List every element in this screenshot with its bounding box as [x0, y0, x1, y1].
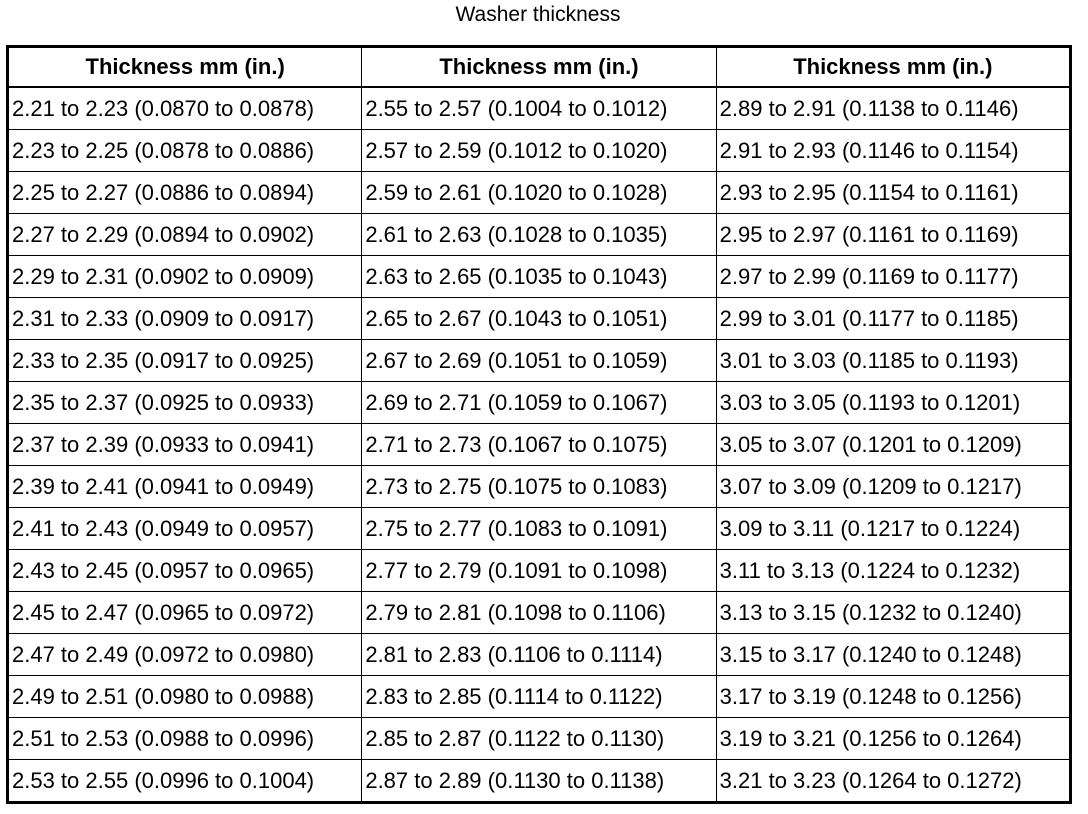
table-cell: 2.45 to 2.47 (0.0965 to 0.0972) — [8, 592, 362, 634]
table-cell: 3.13 to 3.15 (0.1232 to 0.1240) — [716, 592, 1070, 634]
table-cell: 2.87 to 2.89 (0.1130 to 0.1138) — [362, 760, 716, 803]
table-row — [8, 298, 1071, 340]
washer-thickness-table — [6, 45, 1072, 804]
table-cell: 2.77 to 2.79 (0.1091 to 0.1098) — [362, 550, 716, 592]
table-cell: 2.65 to 2.67 (0.1043 to 0.1051) — [362, 298, 716, 340]
table-row — [8, 676, 1071, 718]
table-cell: 2.67 to 2.69 (0.1051 to 0.1059) — [362, 340, 716, 382]
table-cell: 2.71 to 2.73 (0.1067 to 0.1075) — [362, 424, 716, 466]
table-cell: 2.75 to 2.77 (0.1083 to 0.1091) — [362, 508, 716, 550]
table-cell: 2.63 to 2.65 (0.1035 to 0.1043) — [362, 256, 716, 298]
table-cell: 2.41 to 2.43 (0.0949 to 0.0957) — [8, 508, 362, 550]
table-cell: 3.09 to 3.11 (0.1217 to 0.1224) — [716, 508, 1070, 550]
table-cell: 2.21 to 2.23 (0.0870 to 0.0878) — [8, 87, 362, 130]
table-row — [8, 214, 1071, 256]
table-cell: 3.07 to 3.09 (0.1209 to 0.1217) — [716, 466, 1070, 508]
table-cell: 3.17 to 3.19 (0.1248 to 0.1256) — [716, 676, 1070, 718]
table-cell: 2.83 to 2.85 (0.1114 to 0.1122) — [362, 676, 716, 718]
table-cell: 2.97 to 2.99 (0.1169 to 0.1177) — [716, 256, 1070, 298]
table-cell: 2.31 to 2.33 (0.0909 to 0.0917) — [8, 298, 362, 340]
table-row — [8, 172, 1071, 214]
header-row — [8, 47, 1071, 88]
table-row — [8, 508, 1071, 550]
table-row — [8, 256, 1071, 298]
table-cell: 2.79 to 2.81 (0.1098 to 0.1106) — [362, 592, 716, 634]
table-cell: 2.81 to 2.83 (0.1106 to 0.1114) — [362, 634, 716, 676]
table-cell: 3.05 to 3.07 (0.1201 to 0.1209) — [716, 424, 1070, 466]
table-cell: 2.57 to 2.59 (0.1012 to 0.1020) — [362, 130, 716, 172]
table-row — [8, 424, 1071, 466]
table-cell: 2.99 to 3.01 (0.1177 to 0.1185) — [716, 298, 1070, 340]
table-row — [8, 382, 1071, 424]
table-row — [8, 340, 1071, 382]
table-title: Washer thickness — [455, 3, 621, 26]
table-row — [8, 466, 1071, 508]
table-cell: 2.53 to 2.55 (0.0996 to 0.1004) — [8, 760, 362, 803]
table-cell: 2.59 to 2.61 (0.1020 to 0.1028) — [362, 172, 716, 214]
table-cell: 2.69 to 2.71 (0.1059 to 0.1067) — [362, 382, 716, 424]
table-cell: 2.91 to 2.93 (0.1146 to 0.1154) — [716, 130, 1070, 172]
table-row — [8, 760, 1071, 803]
table-cell: 2.35 to 2.37 (0.0925 to 0.0933) — [8, 382, 362, 424]
column-header: Thickness mm (in.) — [362, 47, 716, 88]
table-row — [8, 718, 1071, 760]
table-row — [8, 130, 1071, 172]
table-cell: 2.49 to 2.51 (0.0980 to 0.0988) — [8, 676, 362, 718]
table-cell: 2.33 to 2.35 (0.0917 to 0.0925) — [8, 340, 362, 382]
table-cell: 2.95 to 2.97 (0.1161 to 0.1169) — [716, 214, 1070, 256]
table-cell: 3.21 to 3.23 (0.1264 to 0.1272) — [716, 760, 1070, 803]
table-cell: 3.15 to 3.17 (0.1240 to 0.1248) — [716, 634, 1070, 676]
table-cell: 2.39 to 2.41 (0.0941 to 0.0949) — [8, 466, 362, 508]
table-cell: 2.51 to 2.53 (0.0988 to 0.0996) — [8, 718, 362, 760]
table-row — [8, 87, 1071, 130]
column-header: Thickness mm (in.) — [716, 47, 1070, 88]
table-cell: 3.19 to 3.21 (0.1256 to 0.1264) — [716, 718, 1070, 760]
table-cell: 2.37 to 2.39 (0.0933 to 0.0941) — [8, 424, 362, 466]
table-row — [8, 592, 1071, 634]
table-cell: 2.93 to 2.95 (0.1154 to 0.1161) — [716, 172, 1070, 214]
table-cell: 2.73 to 2.75 (0.1075 to 0.1083) — [362, 466, 716, 508]
table-cell: 2.43 to 2.45 (0.0957 to 0.0965) — [8, 550, 362, 592]
table-cell: 2.25 to 2.27 (0.0886 to 0.0894) — [8, 172, 362, 214]
table-cell: 2.47 to 2.49 (0.0972 to 0.0980) — [8, 634, 362, 676]
table-cell: 2.89 to 2.91 (0.1138 to 0.1146) — [716, 87, 1070, 130]
column-header: Thickness mm (in.) — [8, 47, 362, 88]
table-cell: 3.03 to 3.05 (0.1193 to 0.1201) — [716, 382, 1070, 424]
table-cell: 2.61 to 2.63 (0.1028 to 0.1035) — [362, 214, 716, 256]
table-cell: 3.01 to 3.03 (0.1185 to 0.1193) — [716, 340, 1070, 382]
table-cell: 3.11 to 3.13 (0.1224 to 0.1232) — [716, 550, 1070, 592]
table-body — [8, 87, 1071, 803]
table-cell: 2.27 to 2.29 (0.0894 to 0.0902) — [8, 214, 362, 256]
table-cell: 2.23 to 2.25 (0.0878 to 0.0886) — [8, 130, 362, 172]
table-cell: 2.29 to 2.31 (0.0902 to 0.0909) — [8, 256, 362, 298]
table-row — [8, 634, 1071, 676]
table-cell: 2.85 to 2.87 (0.1122 to 0.1130) — [362, 718, 716, 760]
table-cell: 2.55 to 2.57 (0.1004 to 0.1012) — [362, 87, 716, 130]
table-row — [8, 550, 1071, 592]
